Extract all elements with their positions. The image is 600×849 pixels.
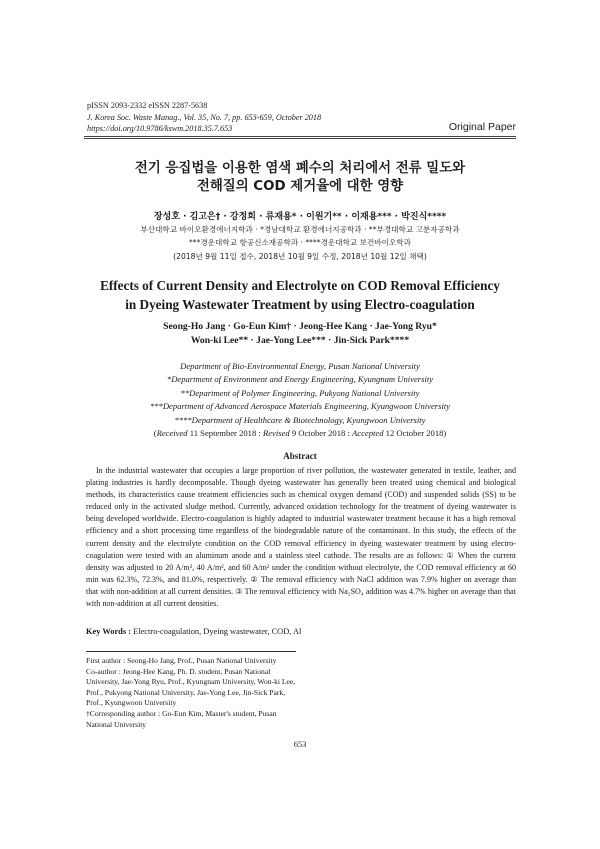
english-authors-line2: Won-ki Lee** · Jae-Yong Lee*** · Jin-Sick Park**** (190, 334, 410, 346)
paper-type-label: Original Paper (448, 121, 516, 133)
korean-authors: 장성호 · 김고은† · 강정희 · 류재용* · 이원기** · 이재용*** · 박진식**** (153, 212, 447, 222)
keywords-label: Key Words : (86, 627, 131, 636)
english-title-line2: in Dyeing Wastewater Treatment by using Electro-coagulation (125, 296, 475, 312)
affiliation-line: ***Department of Advanced Aerospace Materials Engineering, Kyungwoon University (149, 401, 451, 412)
affiliation-line: *Department of Environment and Energy Engineering, Kyungnam University (166, 374, 434, 385)
korean-affil-line2: ***경운대학교 항공신소재공학과 · ****경운대학교 보건바이오학과 (188, 237, 412, 247)
header-rule-bottom (84, 138, 516, 139)
abstract-text: In the industrial wastewater that occupies a large proportion of river pollution, the wastewater generated in textile, leather, and plating industries is hardly decomposable. Though dyeing wastewater has generally been treated using chemical and biological methods, its characteristics cause treatment efficiencies such as chemical oxygen demand (COD) and suspended solids (SS) to be reduced only in the activated sludge method. Currently, advanced oxidation technology for the treatment of dyeing wastewater is being developed worldwide. Electro-coagulation is highly adapted to industrial wastewater treatment because it has a high removal efficiency and a short processing time regardless of the biodegradable nature of the contaminant. In this study, the effects of the current density and the electrolyte condition on the COD removal efficiency in dyeing wastewater treatment by using electro-coagulation were tested with an aluminum anode and a stainless steel cathode. The results are as follows: ① When the current density was adjusted to 20 A/m², 40 A/m², and 60 A/m² under the condition without electrolyte, the COD removal efficiency at 60 min was 62.3%, 72.3%, and 81.0%, respectively. ② The removal efficiency with NaCl addition was 7.9% higher on average than that with non-addition at all current densities. ③ The removal efficiency with Na₂SO₄ addition was 4.7% higher on average than that with non-addition at all current densities. (86, 466, 516, 609)
issn-line: pISSN 2093-2332 eISSN 2287-5638 (87, 101, 208, 110)
korean-title (60, 160, 540, 196)
english-authors (60, 320, 540, 347)
accepted-label: Accepted (352, 428, 384, 438)
english-affiliations (60, 360, 540, 427)
english-dates: (Received 11 September 2018 : Revised 9 October 2018 : Accepted 12 October 2018) (153, 428, 447, 438)
accepted-date: 12 October 2018 (385, 428, 444, 438)
footnote-first-author: First author : Seong-Ho Jang, Prof., Pusan National University (86, 656, 277, 665)
english-authors-line1: Seong-Ho Jang · Go-Eun Kim† · Jeong-Hee Kang · Jae-Yong Ryu* (163, 321, 437, 332)
received-date: 11 September 2018 (189, 428, 257, 438)
doi-link[interactable]: https://doi.org/10.9786/kswm.2018.35.7.653 (87, 124, 233, 133)
english-title (60, 277, 540, 314)
footnote-corresponding-author: †Corresponding author : Go-Eun Kim, Master's student, Pusan National University (86, 708, 277, 729)
revised-label: Revised (262, 428, 290, 438)
affiliation-line: **Department of Polymer Engineering, Pukyong National University (180, 387, 420, 398)
revised-date: 9 October 2018 (291, 428, 346, 438)
affiliation-line: Department of Bio-Environmental Energy, Pusan National University (180, 361, 420, 371)
footnotes (86, 656, 298, 730)
journal-header (87, 100, 321, 135)
korean-affil-line1: 부산대학교 바이오환경에너지학과 · *경남대학교 환경에너지공학과 · **부경대학교 고분자공학과 (140, 225, 460, 234)
korean-title-line1: 전기 응집법을 이용한 염색 폐수의 처리에서 전류 밀도와 (134, 161, 466, 176)
korean-title-line2: 전해질의 COD 제거율에 대한 영향 (196, 179, 404, 194)
keywords-text: Electro-coagulation, Dyeing wastewater, COD, Al (133, 627, 302, 636)
korean-dates: (2018년 9월 11일 접수, 2018년 10월 9일 수정, 2018년 10월 12일 채택) (173, 252, 427, 261)
received-label: Received (156, 428, 188, 438)
footnote-rule (86, 651, 296, 652)
page-number: 653 (293, 740, 307, 749)
abstract-heading: Abstract (283, 451, 317, 461)
footnote-co-authors: Co-author : Jeong-Hee Kang, Ph. D. student, Pusan National University, Jae-Yong Ryu, Prof., Kyungnam University, Won-ki Lee, Prof., Pukyong National University, Jae-Yong Lee, Jin-Sick Park, Prof., Kyungwoon University (86, 666, 296, 708)
header-rule-top (84, 136, 516, 137)
korean-affiliations (60, 224, 540, 249)
journal-citation: J. Korea Soc. Waste Manag., Vol. 35, No. 7, pp. 653-659, October 2018 (87, 112, 322, 122)
affiliation-line: ****Department of Healthcare & Biotechnology, Kyungwoon University (174, 414, 426, 425)
keywords (86, 627, 301, 636)
english-title-line1: Effects of Current Density and Electrolyte on COD Removal Efficiency (100, 278, 500, 293)
